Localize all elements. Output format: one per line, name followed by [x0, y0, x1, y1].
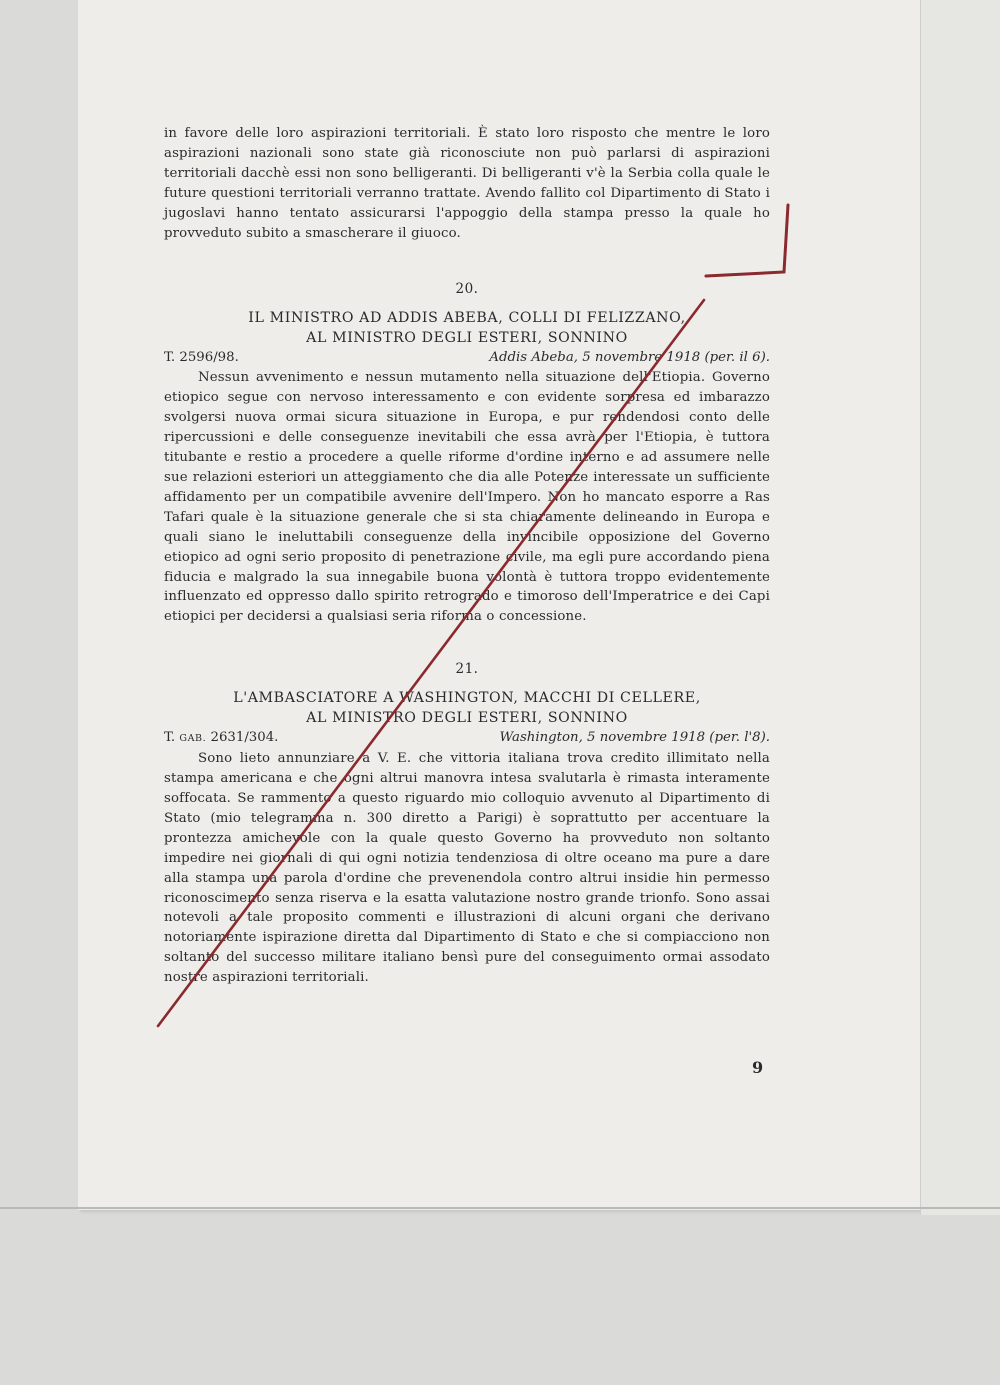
- strike-through-line: [158, 300, 704, 1026]
- document-number-21: 21.: [455, 661, 479, 678]
- bracket-mark: [706, 205, 788, 276]
- doc21-ref: T. GAB. 2631/304.: [164, 730, 279, 746]
- doc20-heading-line1: IL MINISTRO AD ADDIS ABEBA, COLLI DI FELIZZANO,: [248, 310, 686, 327]
- page-number: 9: [752, 1058, 764, 1077]
- doc21-place-date: Washington, 5 novembre 1918 (per. l'8).: [499, 730, 770, 746]
- doc20-body: Nessun avvenimento e nessun mutamento nella situazione dell'Etiopia. Governo etiopico segue con nervoso interessamento e con evidente sorpresa ed imbarazzo svolgersi nuova ormai sicura situazione in Europa, e pur rendendosi conto delle ripercussioni e delle conseguenze inevitabili che essa avrà per l'Etiopia, è tuttora titubante e restio a procedere a quelle riforme d'ordine interno e ad assumere nelle sue relazioni esteriori un atteggiamento che dia alle Potenze interessate un sufficiente affidamento per un compatibile avvenire dell'Impero. Non ho mancato esporre a Ras Tafari quale è la situazione generale che si sta chiaramente delineando in Europa e quali siano le ineluttabili conseguenze della invincibile opposizione del Governo etiopico ad ogni serio proposito di penetrazione civile, ma egli pure accordando piena fiducia e malgrado la sua innegabile buona volontà è tuttora troppo evidentemente influenzato ed oppresso dallo spirito retrogrado e timoroso dell'Imperatrice e dei Capi etiopici per decidersi a qualsiasi seria riforma o concessione.: [164, 370, 770, 625]
- doc21-heading-line1: L'AMBASCIATORE A WASHINGTON, MACCHI DI CELLERE,: [233, 690, 701, 707]
- doc21-body: Sono lieto annunziare a V. E. che vittoria italiana trova credito illimitato nella stampa americana e che ogni altrui manovra intesa svalutarla è rimasta interamente soffocata. Se rammento a questo riguardo mio colloquio avvenuto al Dipartimento di Stato (mio telegramma n. 300 diretto a Parigi) è soprattutto per accentuare la prontezza amichevole con la quale questo Governo ha provveduto non soltanto impedire nei giornali di qui ogni notizia tendenziosa di oltre oceano ma pure a dare alla stampa una parola d'ordine che prevenendola contro altrui insidie hin permesso riconoscimento senza riserva e la esatta valutazione nostro grande trionfo. Sono assai notevoli a tale proposito commenti e illustrazioni di alcuni organi che derivano notoriamente ispirazione diretta dal Dipartimento di Stato e che si compiacciono non soltanto del successo militare italiano bensì pure del conseguimento ormai assodato nostre aspirazioni territoriali.: [164, 751, 770, 986]
- document-number-20: 20.: [455, 281, 479, 298]
- doc20-place-date: Addis Abeba, 5 novembre 1918 (per. il 6).: [489, 350, 770, 366]
- doc20-heading-line2: AL MINISTRO DEGLI ESTERI, SONNINO: [306, 330, 628, 347]
- doc20-ref: T. 2596/98.: [164, 350, 239, 366]
- doc21-heading-line2: AL MINISTRO DEGLI ESTERI, SONNINO: [306, 710, 628, 727]
- continued-paragraph: in favore delle loro aspirazioni territoriali. È stato loro risposto che mentre le loro aspirazioni nazionali sono state già riconosciute non può parlarsi di aspirazioni territoriali dacchè essi non sono belligeranti. Di belligeranti v'è la Serbia colla quale le future questioni territoriali verranno trattate. Avendo fallito col Dipartimento di Stato i jugoslavi hanno tentato assicurarsi l'appoggio della stampa presso la quale ho provveduto subito a smascherare il giuoco.: [164, 126, 770, 241]
